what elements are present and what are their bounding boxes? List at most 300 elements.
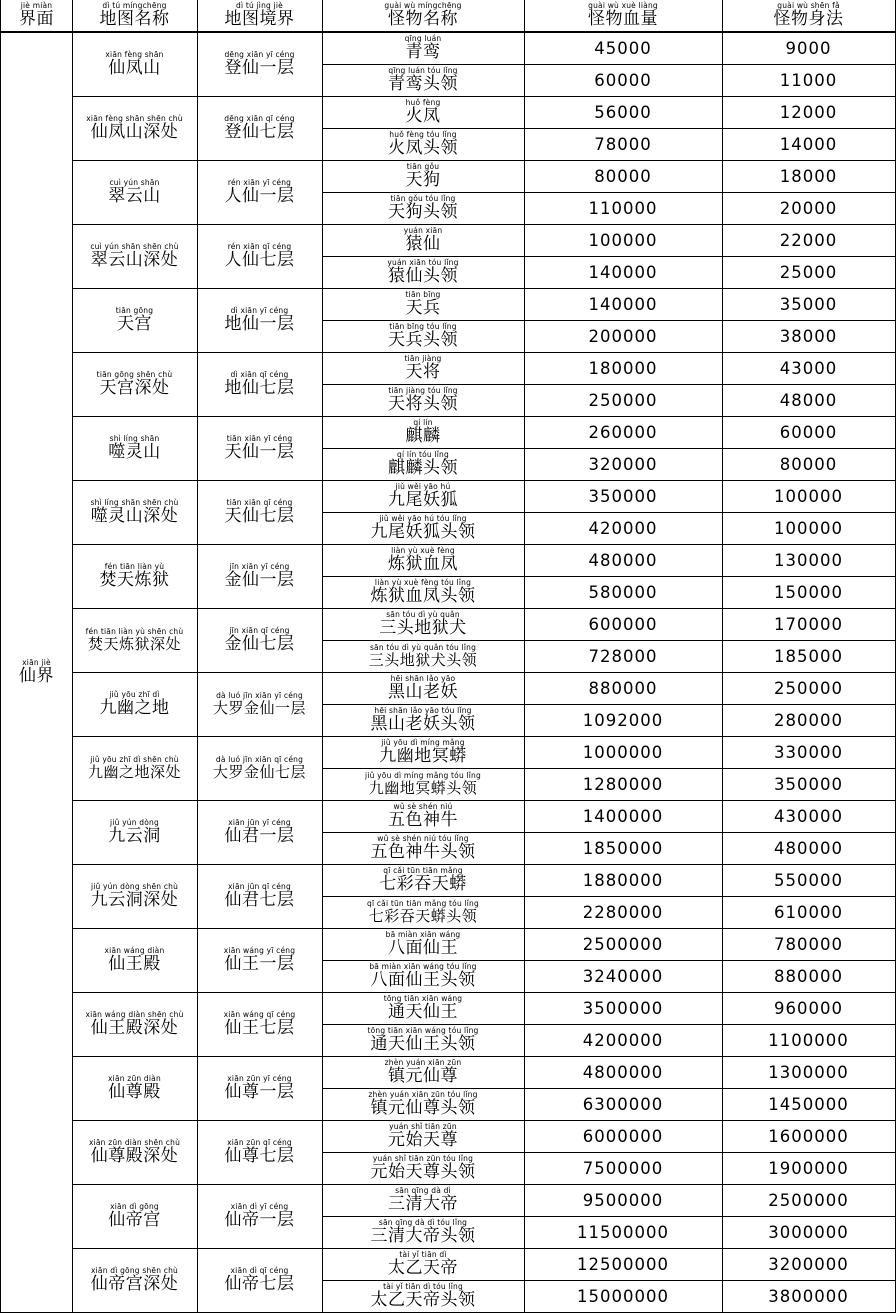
monster-agility-value: 280000 [774, 710, 843, 730]
monster-name-text: 太乙天帝头领 [370, 1290, 476, 1310]
monster-hp-cell [524, 801, 723, 833]
monster-hp-cell [524, 737, 723, 769]
monster-agility-value: 1900000 [768, 1158, 849, 1178]
monster-hp-value: 100000 [588, 230, 658, 250]
monster-name-text: 天兵 [405, 298, 441, 318]
monster-agility-cell [722, 1217, 896, 1249]
header-map-name-pinyin: dì tú míngchēng [102, 1, 167, 10]
map-name-pinyin: xiān zūn diàn shēn chù [88, 1138, 181, 1147]
map-realm-pinyin: jīn xiān qī céng [229, 626, 290, 635]
monster-agility-value: 780000 [774, 934, 843, 954]
monster-hp-value: 6300000 [582, 1094, 664, 1114]
monster-agility-value: 1450000 [768, 1094, 849, 1114]
monster-hp-cell [524, 321, 723, 353]
monster-name-text: 九幽地冥蟒头领 [368, 779, 478, 797]
monster-agility-cell [722, 801, 896, 833]
monster-name-text: 黑山老妖 [388, 682, 458, 702]
header-monster-hp-text: 怪物血量 [588, 9, 658, 29]
header-map-realm [197, 0, 323, 33]
map-name-cell [72, 673, 198, 737]
monster-hp-value: 140000 [588, 294, 658, 314]
monster-agility-value: 130000 [774, 550, 843, 570]
monster-agility-cell [722, 1025, 896, 1057]
monster-name-text: 通天仙王 [388, 1002, 458, 1022]
monster-name-pinyin: yuán shǐ tiān zūn tóu lǐng [372, 1154, 474, 1163]
map-name-text: 九云洞 [108, 826, 161, 846]
monster-hp-value: 1850000 [582, 838, 664, 858]
map-name-cell [72, 289, 198, 353]
monster-agility-value: 150000 [774, 582, 843, 602]
monster-name-pinyin: qīng luán [404, 34, 442, 43]
monster-hp-cell [524, 769, 723, 801]
monster-hp-cell [524, 513, 723, 545]
monster-hp-value: 140000 [588, 262, 658, 282]
monster-name-pinyin: zhèn yuán xiān zūn [384, 1058, 462, 1067]
monster-hp-cell [524, 33, 723, 65]
map-realm-pinyin: xiān wáng qī céng [223, 1010, 296, 1019]
monster-name-cell [322, 417, 525, 449]
monster-agility-cell [722, 417, 896, 449]
monster-hp-value: 45000 [594, 38, 652, 58]
monster-hp-value: 78000 [594, 134, 652, 154]
monster-name-cell [322, 33, 525, 65]
monster-agility-value: 960000 [774, 998, 843, 1018]
monster-agility-cell [722, 673, 896, 705]
map-realm-pinyin: dì xiān qī céng [230, 370, 289, 379]
map-realm-text: 仙尊七层 [224, 1146, 295, 1166]
monster-agility-cell [722, 257, 896, 289]
monster-name-cell [322, 545, 525, 577]
monster-hp-cell [524, 929, 723, 961]
monster-hp-value: 9500000 [582, 1190, 664, 1210]
monster-name-text: 三头地狱犬头领 [368, 651, 478, 669]
monster-name-text: 青鸾头领 [388, 74, 458, 94]
map-name-text: 噬灵山 [108, 442, 161, 462]
map-realm-cell [197, 289, 323, 353]
monster-name-cell [322, 897, 525, 929]
monster-agility-cell [722, 961, 896, 993]
monster-name-cell [322, 161, 525, 193]
map-realm-text: 地仙七层 [224, 378, 295, 398]
monster-hp-value: 880000 [588, 678, 658, 698]
monster-name-pinyin: jiǔ yōu dì míng mǎng [381, 738, 465, 747]
map-name-text: 仙尊殿 [108, 1082, 161, 1102]
monster-name-pinyin: tōng tiān xiān wáng tóu lǐng [367, 1026, 479, 1035]
monster-name-text: 七彩吞天蟒头领 [368, 907, 478, 925]
map-realm-text: 金仙一层 [224, 570, 295, 590]
monster-agility-value: 12000 [779, 102, 838, 122]
monster-hp-cell [524, 1153, 723, 1185]
monster-name-pinyin: qī cǎi tūn tiān mǎng [383, 866, 463, 875]
map-name-text: 仙帝宫 [108, 1210, 161, 1230]
monster-hp-value: 15000000 [577, 1286, 669, 1306]
monster-hp-value: 11500000 [577, 1222, 669, 1242]
map-realm-pinyin: xiān zūn yī céng [227, 1074, 292, 1083]
monster-name-text: 天将 [405, 362, 441, 382]
map-realm-text: 天仙七层 [224, 506, 295, 526]
monster-agility-value: 9000 [785, 38, 832, 58]
map-realm-cell [197, 1121, 323, 1185]
monster-name-cell [322, 225, 525, 257]
monster-name-pinyin: wǔ sè shén niú tóu lǐng [377, 834, 469, 843]
monster-name-text: 三头地狱犬 [379, 618, 467, 638]
monster-agility-value: 350000 [774, 774, 843, 794]
monster-name-text: 九幽地冥蟒 [379, 746, 467, 766]
monster-name-pinyin: yuán xiān [403, 226, 443, 235]
monster-hp-cell [524, 97, 723, 129]
monster-hp-cell [524, 161, 723, 193]
monster-name-pinyin: tiān jiàng [404, 354, 442, 363]
monster-name-pinyin: tiān gǒu tóu lǐng [390, 194, 456, 203]
monster-agility-cell [722, 577, 896, 609]
header-map-name-text: 地图名称 [99, 9, 170, 29]
map-name-text: 九幽之地 [99, 698, 170, 718]
map-name-cell [72, 481, 198, 545]
monster-hp-value: 2500000 [582, 934, 664, 954]
map-realm-pinyin: xiān jūn qī céng [228, 882, 291, 891]
monster-hp-cell [524, 129, 723, 161]
map-name-cell [72, 161, 198, 225]
monster-hp-value: 1280000 [582, 774, 664, 794]
monster-hp-value: 4200000 [582, 1030, 664, 1050]
monster-name-text: 九尾妖狐头领 [370, 522, 476, 542]
map-name-text: 翠云山深处 [90, 250, 179, 270]
map-name-text: 仙帝宫深处 [90, 1274, 179, 1294]
monster-hp-cell [524, 193, 723, 225]
map-name-cell [72, 1121, 198, 1185]
map-realm-text: 仙尊一层 [224, 1082, 295, 1102]
header-monster-agility-pinyin: guài wù shēn fǎ [777, 1, 840, 10]
map-name-pinyin: xiān fèng shān [105, 50, 164, 59]
monster-agility-value: 3800000 [768, 1286, 849, 1306]
monster-agility-value: 880000 [774, 966, 843, 986]
monster-name-text: 五色神牛 [388, 810, 458, 830]
monster-agility-value: 80000 [779, 454, 838, 474]
map-realm-cell [197, 609, 323, 673]
monster-name-text: 天狗 [405, 170, 441, 190]
map-realm-cell [197, 993, 323, 1057]
monster-agility-cell [722, 1185, 896, 1217]
monster-hp-cell [524, 225, 723, 257]
monster-agility-value: 430000 [774, 806, 843, 826]
map-realm-text: 登仙七层 [224, 122, 295, 142]
monster-agility-cell [722, 1089, 896, 1121]
monster-hp-value: 6000000 [582, 1126, 664, 1146]
monster-name-pinyin: sān tóu dì yù quǎn [386, 610, 460, 619]
monster-name-text: 镇元仙尊头领 [370, 1098, 476, 1118]
monster-name-cell [322, 929, 525, 961]
monster-name-cell [322, 865, 525, 897]
monster-hp-cell [524, 385, 723, 417]
monster-name-cell [322, 65, 525, 97]
monster-name-pinyin: huǒ fèng [405, 98, 441, 107]
monster-agility-cell [722, 1153, 896, 1185]
map-name-pinyin: xiān zūn diàn [108, 1074, 161, 1083]
monster-agility-value: 100000 [774, 486, 843, 506]
map-realm-text: 天仙一层 [224, 442, 295, 462]
map-name-cell [72, 1185, 198, 1249]
monster-hp-cell [524, 577, 723, 609]
header-monster-agility-text: 怪物身法 [773, 9, 844, 29]
monster-name-cell [322, 513, 525, 545]
map-realm-pinyin: rén xiān yī céng [227, 178, 292, 187]
map-realm-text: 地仙一层 [224, 314, 295, 334]
monster-agility-cell [722, 993, 896, 1025]
monster-hp-cell [524, 449, 723, 481]
monster-agility-cell [722, 897, 896, 929]
map-realm-pinyin: dēng xiān qī céng [224, 114, 295, 123]
map-name-cell [72, 1249, 198, 1313]
map-realm-cell [197, 353, 323, 417]
map-realm-text: 仙帝一层 [224, 1210, 295, 1230]
monster-agility-cell [722, 321, 896, 353]
monster-name-pinyin: bā miàn xiān wáng [385, 930, 461, 939]
map-realm-text: 金仙七层 [224, 634, 295, 654]
realm-text: 仙界 [19, 666, 54, 686]
monster-agility-value: 11000 [779, 70, 838, 90]
monster-agility-value: 18000 [779, 166, 838, 186]
monster-agility-value: 170000 [774, 614, 843, 634]
realm-cell [0, 33, 73, 1313]
monster-name-text: 黑山老妖头领 [370, 714, 476, 734]
header-map-realm-text: 地图境界 [224, 9, 295, 29]
header-map-realm-pinyin: dì tú jìng jiè [236, 1, 283, 10]
monster-agility-cell [722, 1121, 896, 1153]
realm-pinyin: xiān jiè [22, 658, 51, 667]
map-name-text: 天宫 [117, 314, 152, 334]
monster-name-text: 五色神牛头领 [370, 842, 476, 862]
header-map-name [72, 0, 198, 33]
map-realm-cell [197, 225, 323, 289]
monster-hp-cell [524, 65, 723, 97]
monster-name-cell [322, 1281, 525, 1313]
monster-name-pinyin: qī cǎi tūn tiān mǎng tóu lǐng [367, 899, 479, 908]
monster-hp-value: 2280000 [582, 902, 664, 922]
monster-hp-cell [524, 865, 723, 897]
monster-name-pinyin: tài yǐ tiān dì [399, 1250, 447, 1259]
monster-hp-cell [524, 1185, 723, 1217]
monster-name-text: 七彩吞天蟒 [379, 874, 467, 894]
monster-hp-value: 80000 [594, 166, 652, 186]
map-realm-pinyin: xiān jūn yī céng [228, 818, 291, 827]
monster-agility-value: 3000000 [768, 1222, 849, 1242]
monster-agility-value: 1300000 [768, 1062, 849, 1082]
monster-hp-value: 3240000 [582, 966, 664, 986]
monster-agility-value: 610000 [774, 902, 843, 922]
map-realm-text: 仙王七层 [224, 1018, 295, 1038]
map-name-pinyin: tiān gōng shēn chù [96, 370, 173, 379]
map-name-cell [72, 353, 198, 417]
monster-hp-cell [524, 993, 723, 1025]
monster-hp-cell [524, 609, 723, 641]
map-realm-pinyin: tiān xiān yī céng [226, 434, 293, 443]
monster-hp-cell [524, 705, 723, 737]
monster-hp-cell [524, 961, 723, 993]
monster-hp-value: 260000 [588, 422, 658, 442]
map-name-text: 翠云山 [108, 186, 161, 206]
map-name-pinyin: fén tiān liàn yù [104, 562, 165, 571]
monster-hp-value: 728000 [588, 646, 658, 666]
header-monster-name-pinyin: guài wù míngchēng [384, 1, 462, 10]
map-realm-pinyin: dì xiān yī céng [230, 306, 289, 315]
monster-agility-value: 35000 [779, 294, 838, 314]
monster-hp-value: 56000 [594, 102, 652, 122]
monster-name-pinyin: qīng luán tóu lǐng [388, 66, 458, 75]
monster-agility-cell [722, 65, 896, 97]
monster-name-cell [322, 1217, 525, 1249]
map-realm-cell [197, 417, 323, 481]
map-name-cell [72, 929, 198, 993]
map-name-cell [72, 33, 198, 97]
monster-name-pinyin: jiǔ yōu dì míng mǎng tóu lǐng [365, 771, 481, 780]
monster-name-cell [322, 993, 525, 1025]
monster-agility-cell [722, 193, 896, 225]
monster-name-cell [322, 769, 525, 801]
map-name-cell [72, 545, 198, 609]
monster-name-text: 炼狱血凤头领 [370, 586, 476, 606]
monster-hp-cell [524, 257, 723, 289]
monster-name-pinyin: qí lín [413, 418, 433, 427]
monster-hp-cell [524, 1025, 723, 1057]
monster-agility-cell [722, 609, 896, 641]
monster-name-pinyin: liàn yù xuè fèng [391, 546, 455, 555]
monster-name-text: 三清大帝头领 [370, 1226, 476, 1246]
monster-name-text: 麒麟头领 [388, 458, 458, 478]
monster-hp-value: 320000 [588, 454, 658, 474]
monster-agility-cell [722, 545, 896, 577]
monster-agility-cell [722, 865, 896, 897]
map-name-text: 九云洞深处 [90, 890, 179, 910]
monster-agility-value: 14000 [779, 134, 838, 154]
monster-name-cell [322, 1057, 525, 1089]
monster-name-text: 元始天尊头领 [370, 1162, 476, 1182]
monster-agility-cell [722, 481, 896, 513]
monster-name-cell [322, 1249, 525, 1281]
monster-name-text: 九尾妖狐 [388, 490, 458, 510]
header-monster-agility [722, 0, 896, 33]
monster-agility-cell [722, 641, 896, 673]
monster-name-cell [322, 673, 525, 705]
monster-name-text: 天兵头领 [388, 330, 458, 350]
monster-name-cell [322, 481, 525, 513]
monster-agility-value: 48000 [779, 390, 838, 410]
monster-name-text: 火凤头领 [388, 138, 458, 158]
monster-hp-value: 3500000 [582, 998, 664, 1018]
monster-hp-value: 1400000 [582, 806, 664, 826]
monster-agility-cell [722, 385, 896, 417]
header-monster-hp [524, 0, 723, 33]
monster-agility-value: 1100000 [768, 1030, 849, 1050]
map-realm-cell [197, 545, 323, 609]
monster-hp-value: 350000 [588, 486, 658, 506]
map-realm-text: 大罗金仙七层 [212, 763, 306, 781]
monster-hp-cell [524, 289, 723, 321]
map-name-pinyin: fén tiān liàn yù shēn chù [85, 627, 184, 636]
monster-hp-value: 250000 [588, 390, 658, 410]
map-name-pinyin: xiān dì gōng [110, 1202, 159, 1211]
monster-name-pinyin: jiǔ wěi yāo hú [395, 482, 451, 491]
header-monster-name [322, 0, 525, 33]
map-realm-text: 仙君七层 [224, 890, 295, 910]
map-name-text: 仙凤山 [108, 58, 161, 78]
monster-name-text: 八面仙王 [388, 938, 458, 958]
map-name-text: 焚天炼狱 [99, 570, 170, 590]
monster-name-pinyin: jiǔ wěi yāo hú tóu lǐng [379, 514, 467, 523]
monster-name-cell [322, 1089, 525, 1121]
map-name-text: 焚天炼狱深处 [87, 635, 181, 653]
monster-name-cell [322, 961, 525, 993]
monster-agility-cell [722, 289, 896, 321]
map-realm-text: 登仙一层 [224, 58, 295, 78]
monster-name-cell [322, 1153, 525, 1185]
monster-name-text: 麒麟 [405, 426, 441, 446]
monster-hp-value: 12500000 [577, 1254, 669, 1274]
map-name-cell [72, 993, 198, 1057]
monster-hp-value: 60000 [594, 70, 652, 90]
monster-name-pinyin: tiān jiàng tóu lǐng [388, 386, 458, 395]
monster-agility-cell [722, 33, 896, 65]
monster-agility-cell [722, 161, 896, 193]
header-monster-hp-pinyin: guài wù xuè liàng [588, 1, 658, 10]
monster-name-text: 猿仙头领 [388, 266, 458, 286]
map-realm-pinyin: xiān zūn qī céng [227, 1138, 292, 1147]
monster-hp-value: 200000 [588, 326, 658, 346]
map-name-cell [72, 225, 198, 289]
monster-agility-value: 20000 [779, 198, 838, 218]
map-realm-cell [197, 33, 323, 97]
map-realm-pinyin: dà luó jīn xiān yī céng [216, 691, 303, 700]
monster-hp-value: 1092000 [582, 710, 664, 730]
monster-name-text: 青鸾 [405, 42, 441, 62]
monster-name-cell [322, 129, 525, 161]
monster-agility-value: 550000 [774, 870, 843, 890]
map-name-pinyin: xiān wáng diàn [104, 946, 165, 955]
monster-hp-value: 7500000 [582, 1158, 664, 1178]
monster-name-cell [322, 1121, 525, 1153]
map-realm-pinyin: xiān dì qī céng [230, 1266, 289, 1275]
map-name-text: 仙王殿深处 [90, 1018, 179, 1038]
monster-agility-cell [722, 1249, 896, 1281]
monster-agility-cell [722, 1057, 896, 1089]
monster-name-text: 天狗头领 [388, 202, 458, 222]
map-realm-cell [197, 97, 323, 161]
monster-name-cell [322, 833, 525, 865]
monster-name-pinyin: hēi shān lǎo yāo tóu lǐng [374, 706, 472, 715]
monster-agility-cell [722, 833, 896, 865]
monster-agility-value: 2500000 [768, 1190, 849, 1210]
monster-hp-cell [524, 545, 723, 577]
monster-name-pinyin: bā miàn xiān wáng tóu lǐng [369, 962, 477, 971]
map-realm-text: 人仙一层 [224, 186, 295, 206]
monster-name-text: 火凤 [405, 106, 441, 126]
map-name-pinyin: xiān fèng shān shēn chù [86, 114, 183, 123]
map-name-cell [72, 417, 198, 481]
monster-agility-cell [722, 353, 896, 385]
header-monster-name-text: 怪物名称 [388, 9, 458, 29]
map-realm-text: 仙帝七层 [224, 1274, 295, 1294]
monster-hp-cell [524, 1249, 723, 1281]
monster-hp-value: 180000 [588, 358, 658, 378]
map-realm-pinyin: xiān dì yī céng [230, 1202, 289, 1211]
map-name-cell [72, 609, 198, 673]
monster-name-cell [322, 193, 525, 225]
header-realm-text: 界面 [19, 9, 54, 29]
monster-hp-cell [524, 1217, 723, 1249]
monster-hp-cell [524, 673, 723, 705]
monster-agility-value: 185000 [774, 646, 843, 666]
monster-hp-cell [524, 1121, 723, 1153]
map-realm-cell [197, 1185, 323, 1249]
